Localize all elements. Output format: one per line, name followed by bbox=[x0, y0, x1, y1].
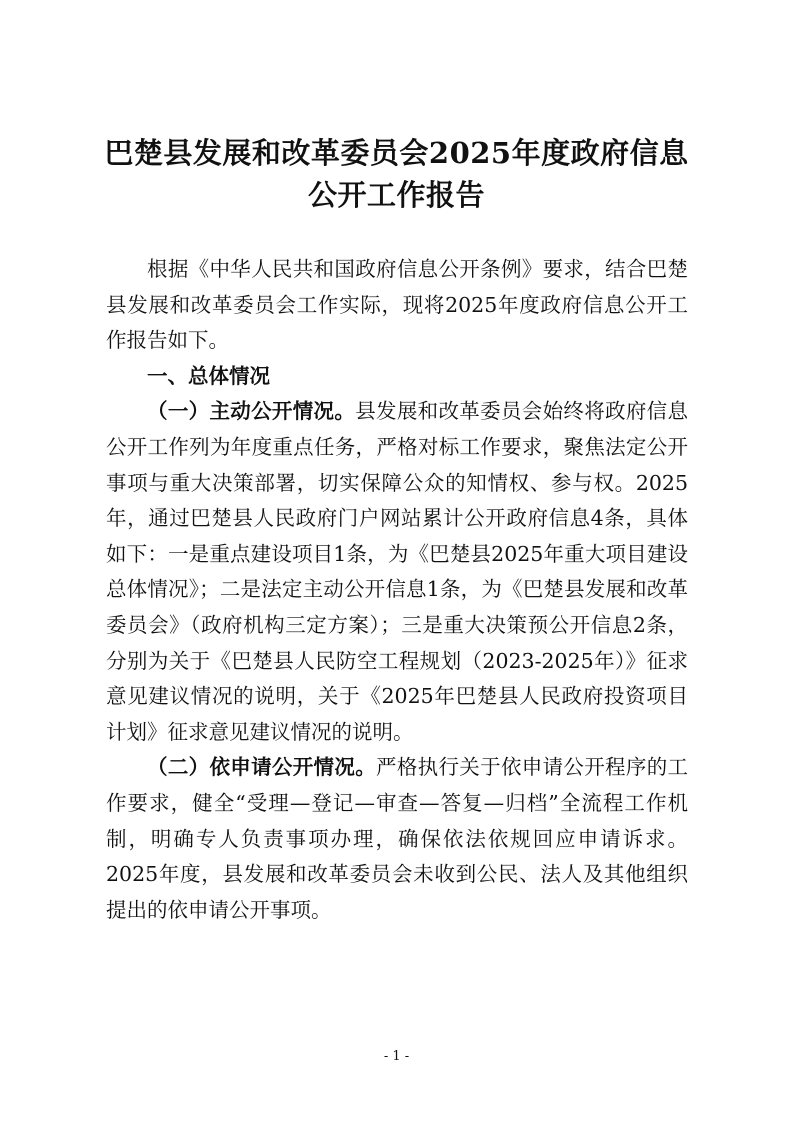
application-disclosure-text: 严格执行关于依申请公开程序的工作要求，健全“受理—登记—审查—答复—归档”全流程工作机制，明确专人负责事项办理，确保依法依规回应申请诉求。2025年度，县发展和改革委员会未收到公民、法人及其他组织提出的依申请公开事项。 bbox=[106, 755, 689, 922]
intro-paragraph: 根据《中华人民共和国政府信息公开条例》要求，结合巴楚县发展和改革委员会工作实际，现将2025年度政府信息公开工作报告如下。 bbox=[106, 257, 688, 353]
application-disclosure-paragraph bbox=[106, 750, 688, 928]
application-disclosure-heading: （二）依申请公开情况。 bbox=[147, 755, 377, 780]
report-body bbox=[106, 252, 688, 928]
title-line-1: 巴楚县发展和改革委员会2025年度政府信息 bbox=[104, 136, 689, 170]
page-number: - 1 - bbox=[383, 1049, 410, 1064]
title-line-2: 公开工作报告 bbox=[307, 178, 485, 212]
proactive-disclosure-heading: （一）主动公开情况。 bbox=[147, 399, 356, 424]
report-title bbox=[100, 132, 693, 216]
section-heading-overall: 一、总体情况 bbox=[147, 363, 270, 388]
proactive-disclosure-paragraph bbox=[106, 394, 688, 750]
proactive-disclosure-text: 县发展和改革委员会始终将政府信息公开工作列为年度重点任务，严格对标工作要求，聚焦法定公开事项与重大决策部署，切实保障公众的知情权、参与权。2025年，通过巴楚县人民政府门户网站累计公开政府信息4条，具体如下：一是重点建设项目1条，为《巴楚县2025年重大项目建设总体情况》；二是法定主动公开信息1条，为《巴楚县发展和改革委员会》（政府机构三定方案）；三是重大决策预公开信息2条，分别为关于《巴楚县人民防空工程规划（2023-2025年）》征求意见建议情况的说明，关于《2025年巴楚县人民政府投资项目计划》征求意见建议情况的说明。 bbox=[106, 399, 689, 744]
